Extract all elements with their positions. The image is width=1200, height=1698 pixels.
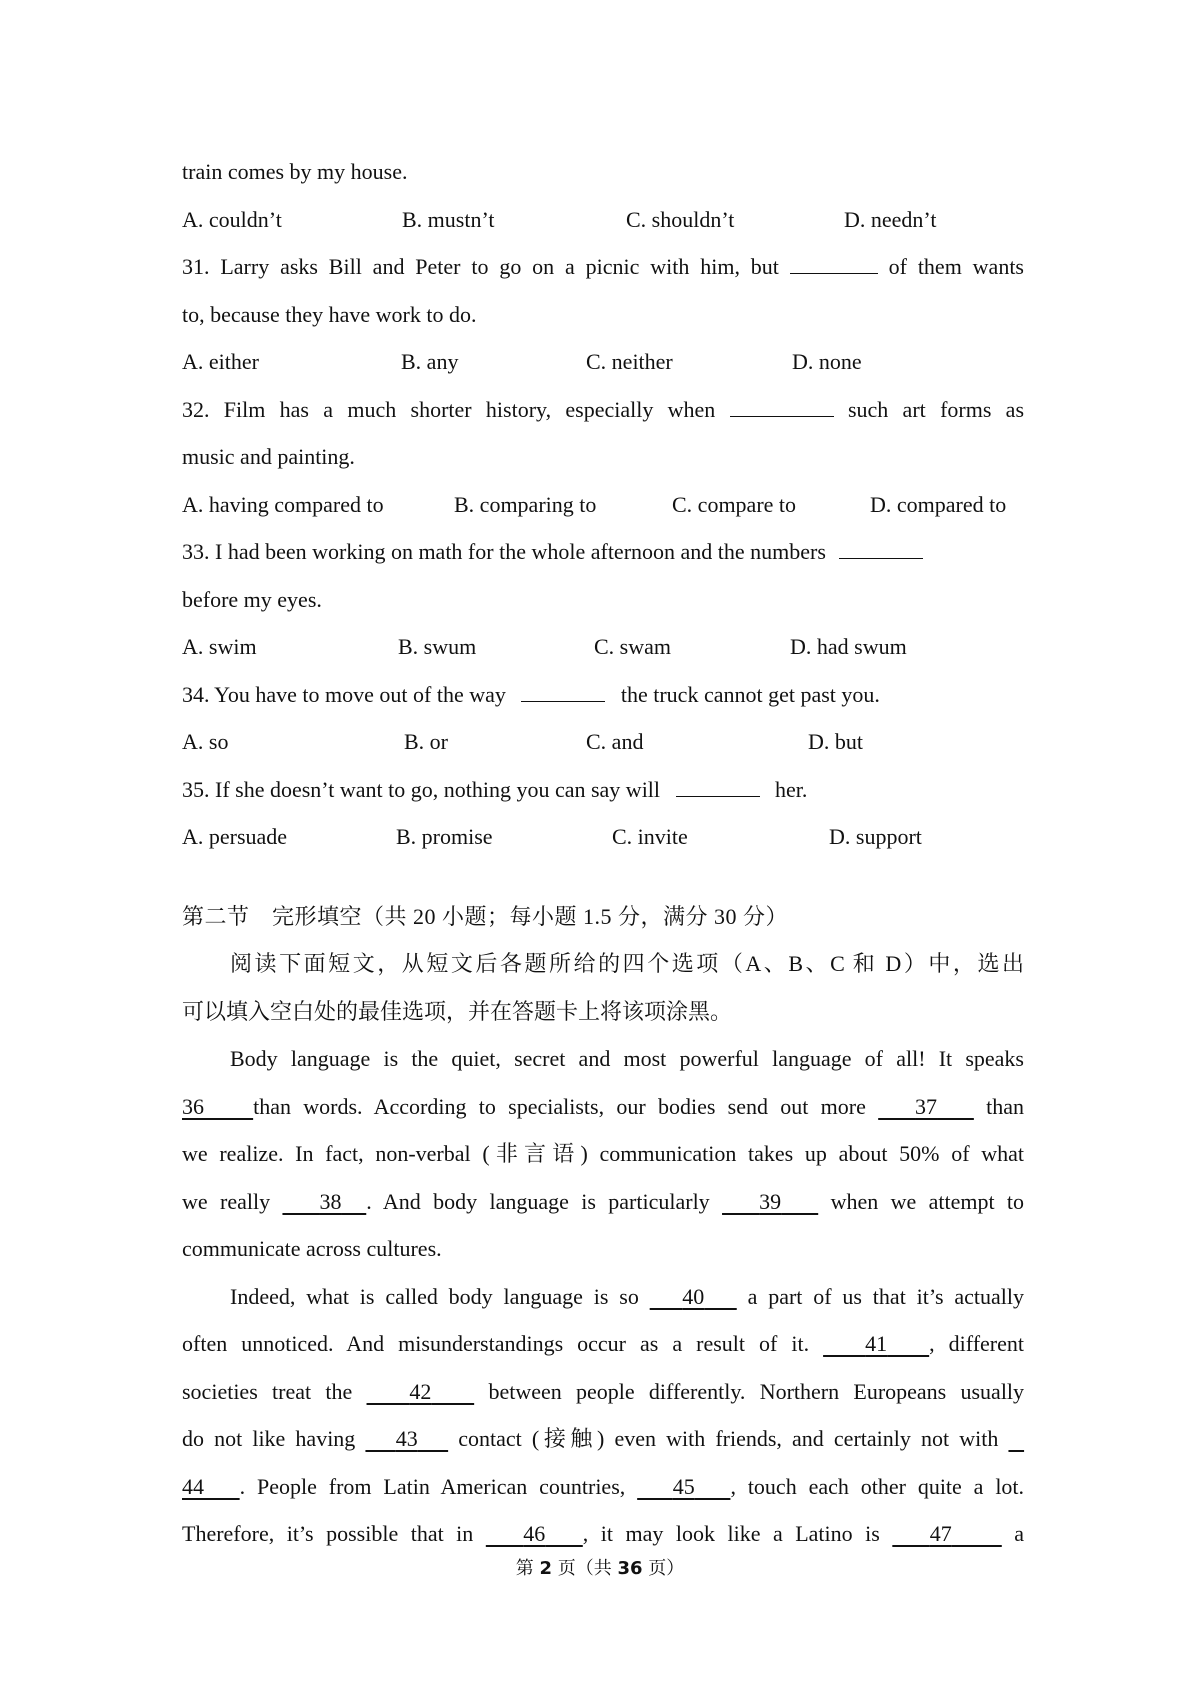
q33-options bbox=[182, 623, 1024, 671]
q33-text-c: before my eyes. bbox=[182, 586, 322, 612]
passage-text: , touch each other quite a lot. bbox=[730, 1473, 1025, 1499]
q34-text-b: the truck cannot get past you. bbox=[620, 681, 880, 707]
footer-total-pages: 36 bbox=[617, 1558, 643, 1579]
q31-option-a: A. either bbox=[182, 349, 259, 374]
passage-text: than bbox=[986, 1093, 1025, 1119]
q32-option-c: C. compare to bbox=[672, 491, 797, 517]
passage-p1-l1 bbox=[182, 1035, 1024, 1083]
q32-stem-cont bbox=[182, 433, 1024, 481]
q30-options bbox=[182, 196, 1024, 244]
passage-text: , it may look like a Latino is bbox=[582, 1521, 880, 1546]
q34-stem bbox=[182, 671, 1024, 719]
q32-option-d: D. compared to bbox=[870, 491, 1007, 517]
q31-option-b: B. any bbox=[401, 349, 459, 374]
q34-blank bbox=[521, 677, 605, 702]
passage-text: a bbox=[1014, 1521, 1025, 1546]
blank-36 bbox=[182, 1094, 253, 1119]
q31-stem bbox=[182, 243, 1024, 291]
page-footer bbox=[0, 1554, 1200, 1580]
section2-instr-1: 阅读下面短文，从短文后各题所给的四个选项（A、B、C 和 D）中，选出 bbox=[230, 951, 1024, 976]
q34-option-d: D. but bbox=[808, 729, 863, 754]
blank-36-number: 36 bbox=[182, 1093, 204, 1119]
q35-option-c: C. invite bbox=[612, 824, 688, 849]
q34-option-c: C. and bbox=[586, 729, 644, 754]
q31-option-c: C. neither bbox=[586, 349, 673, 374]
q33-blank bbox=[839, 534, 923, 559]
blank-41-number: 41 bbox=[865, 1331, 888, 1356]
passage-p2-l2 bbox=[182, 1320, 1024, 1368]
blank-44-start bbox=[1008, 1426, 1024, 1451]
passage-text: than words. According to specialists, our bodies send out more bbox=[253, 1093, 866, 1119]
footer-page-number: 2 bbox=[539, 1558, 552, 1579]
q32-blank bbox=[730, 392, 834, 417]
blank-42-number: 42 bbox=[409, 1378, 432, 1404]
blank-37 bbox=[878, 1094, 974, 1119]
q35-options bbox=[182, 813, 1024, 861]
q35-option-d: D. support bbox=[829, 824, 922, 849]
blank-42 bbox=[367, 1379, 475, 1404]
blank-46-number: 46 bbox=[523, 1521, 546, 1546]
blank-38-number: 38 bbox=[319, 1188, 342, 1214]
passage-p1-l3 bbox=[182, 1130, 1024, 1178]
q30-stem-end bbox=[182, 148, 1024, 196]
q32-text-c: music and painting. bbox=[182, 444, 355, 469]
q31-blank bbox=[790, 249, 878, 274]
q32-option-b: B. comparing to bbox=[454, 491, 597, 517]
q33-option-d: D. had swum bbox=[790, 634, 907, 659]
blank-47-number: 47 bbox=[929, 1521, 952, 1546]
blank-37-number: 37 bbox=[915, 1093, 938, 1119]
q31-options bbox=[182, 338, 1024, 386]
q31-option-d: D. none bbox=[792, 349, 862, 374]
blank-46 bbox=[486, 1521, 583, 1546]
passage-text: between people differently. Northern Europeans usually bbox=[488, 1378, 1025, 1404]
q32-text-a: 32. Film has a much shorter history, especially when bbox=[182, 396, 716, 422]
q33-option-c: C. swam bbox=[594, 634, 671, 659]
passage-p2-l4 bbox=[182, 1415, 1024, 1463]
passage-text: Indeed, what is called body language is so bbox=[230, 1283, 639, 1309]
footer-post: 页） bbox=[648, 1558, 685, 1579]
q31-text-a: 31. Larry asks Bill and Peter to go on a picnic with him, but bbox=[182, 254, 779, 279]
q33-text-a: 33. I had been working on math for the whole afternoon and the numbers bbox=[182, 539, 826, 564]
q31-text-b: of them wants bbox=[888, 254, 1024, 279]
q35-option-b: B. promise bbox=[396, 824, 493, 849]
q30-text: train comes by my house. bbox=[182, 159, 408, 184]
blank-43-number: 43 bbox=[395, 1426, 418, 1451]
blank-45 bbox=[637, 1474, 730, 1499]
passage-p2-l1 bbox=[182, 1273, 1024, 1321]
q33-stem bbox=[182, 528, 1024, 576]
q35-blank bbox=[676, 772, 760, 797]
blank-40 bbox=[650, 1284, 737, 1309]
passage-text: do not like having bbox=[182, 1426, 356, 1451]
q34-text-a: 34. You have to move out of the way bbox=[182, 681, 506, 707]
section2-heading-text: 第二节 完形填空（共 20 小题；每小题 1.5 分，满分 30 分） bbox=[182, 903, 789, 929]
q33-option-a: A. swim bbox=[182, 634, 257, 659]
passage-text: Therefore, it’s possible that in bbox=[182, 1521, 474, 1546]
blank-44-number: 44 bbox=[182, 1473, 204, 1499]
blank-47 bbox=[892, 1521, 1001, 1546]
passage-text: a part of us that it’s actually bbox=[747, 1283, 1025, 1309]
q34-option-a: A. so bbox=[182, 729, 229, 754]
section2-heading bbox=[182, 893, 1024, 941]
q32-options bbox=[182, 481, 1024, 529]
section2-instr-2: 可以填入空白处的最佳选项，并在答题卡上将该项涂黑。 bbox=[182, 998, 733, 1024]
q35-option-a: A. persuade bbox=[182, 824, 288, 849]
q32-text-b: such art forms as bbox=[847, 396, 1025, 422]
q30-option-c: C. shouldn’t bbox=[626, 206, 735, 232]
footer-pre: 第 bbox=[515, 1558, 534, 1579]
passage-p1-l5 bbox=[182, 1225, 1024, 1273]
passage-text: , different bbox=[929, 1331, 1025, 1356]
blank-38 bbox=[282, 1189, 366, 1214]
q34-option-b: B. or bbox=[404, 729, 448, 754]
blank-40-number: 40 bbox=[682, 1283, 705, 1309]
q33-option-b: B. swum bbox=[398, 634, 477, 659]
footer-mid: 页（共 bbox=[557, 1558, 612, 1579]
passage-text: communicate across cultures. bbox=[182, 1236, 442, 1261]
q31-text-c: to, because they have work to do. bbox=[182, 301, 477, 327]
blank-43 bbox=[365, 1426, 448, 1451]
q30-option-a: A. couldn’t bbox=[182, 206, 282, 232]
q32-option-a: A. having compared to bbox=[182, 491, 384, 517]
q30-option-b: B. mustn’t bbox=[402, 206, 495, 232]
blank-45-number: 45 bbox=[672, 1473, 695, 1499]
passage-text: societies treat the bbox=[182, 1378, 353, 1404]
q31-stem-cont bbox=[182, 291, 1024, 339]
q35-text-b: her. bbox=[775, 776, 808, 802]
q34-options bbox=[182, 718, 1024, 766]
passage-p2-l5 bbox=[182, 1463, 1024, 1511]
passage-text: . People from Latin American countries, bbox=[239, 1473, 626, 1499]
passage-text: when we attempt to bbox=[830, 1188, 1025, 1214]
blank-39 bbox=[722, 1189, 818, 1214]
passage-text: Body language is the quiet, secret and most powerful language of all! It speaks bbox=[230, 1046, 1024, 1071]
q32-stem bbox=[182, 386, 1024, 434]
passage-text: we really bbox=[182, 1188, 271, 1214]
q30-option-d: D. needn’t bbox=[844, 206, 937, 232]
passage-text: we realize. In fact, non-verbal (非言语) communication takes up about 50% of what bbox=[182, 1141, 1024, 1166]
q35-stem bbox=[182, 766, 1024, 814]
passage-p2-l6 bbox=[182, 1510, 1024, 1558]
passage-text: often unnoticed. And misunderstandings occur as a result of it. bbox=[182, 1331, 810, 1356]
q35-text-a: 35. If she doesn’t want to go, nothing you can say will bbox=[182, 776, 661, 802]
blank-41 bbox=[823, 1331, 929, 1356]
section2-instructions-2 bbox=[182, 988, 1024, 1036]
blank-44 bbox=[182, 1474, 240, 1499]
section2-instructions-1 bbox=[182, 940, 1024, 988]
blank-39-number: 39 bbox=[759, 1188, 782, 1214]
passage-text: . And body language is particularly bbox=[366, 1188, 710, 1214]
passage-p1-l2 bbox=[182, 1083, 1024, 1131]
passage-p1-l4 bbox=[182, 1178, 1024, 1226]
q33-stem-cont bbox=[182, 576, 1024, 624]
passage-text: contact (接触) even with friends, and certainly not with bbox=[458, 1426, 999, 1451]
page-content bbox=[182, 148, 1024, 1558]
passage-p2-l3 bbox=[182, 1368, 1024, 1416]
